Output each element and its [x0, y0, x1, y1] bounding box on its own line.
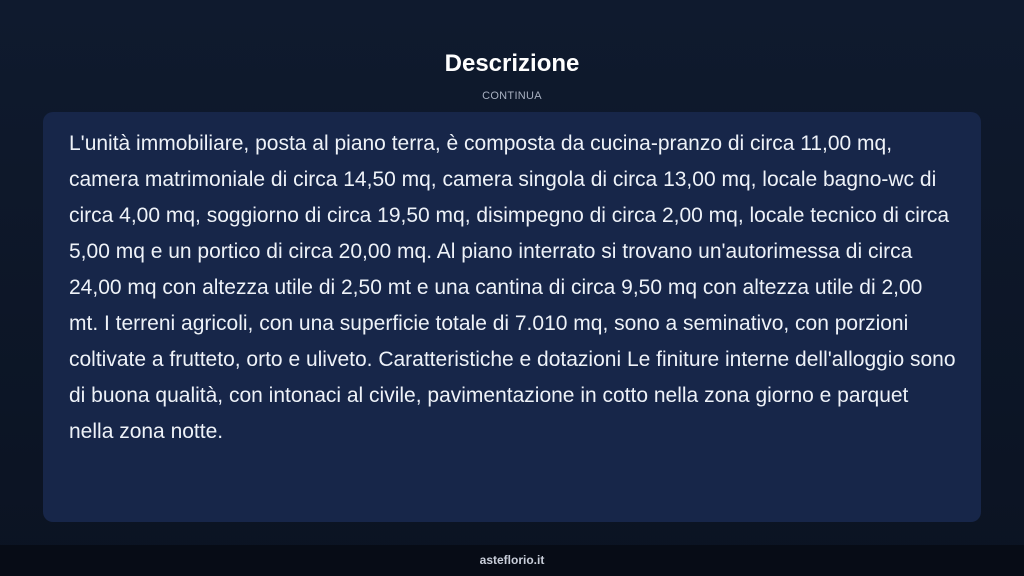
page-title: Descrizione [444, 50, 580, 77]
continue-link[interactable]: CONTINUA [482, 90, 542, 102]
footer [0, 545, 1024, 576]
footer-site-label: asteflorio.it [479, 553, 545, 567]
description-card [43, 112, 981, 522]
description-text: L'unità immobiliare, posta al piano terra, è composta da cucina-pranzo di circa 11,00 mq, camera matrimoniale di circa 14,50 mq, camera singola di circa 13,00 mq, locale bagno-wc di circa 4,00 mq, soggiorno di circa 19,50 mq, disimpegno di circa 2,00 mq, locale tecnico di circa 5,00 mq e un portico di circa 20,00 mq. Al piano interrato si trovano un'autorimessa di circa 24,00 mq con altezza utile di 2,50 mt e una cantina di circa 9,50 mq con altezza utile di 2,00 mt. I terreni agricoli, con una superficie totale di 7.010 mq, sono a seminativo, con porzioni coltivate a frutteto, orto e uliveto. Caratteristiche e dotazioni Le finiture interne dell'alloggio sono di buona qualità, con intonaci al civile, pavimentazione in cotto nella zona giorno e parquet nella zona notte. [69, 132, 956, 443]
